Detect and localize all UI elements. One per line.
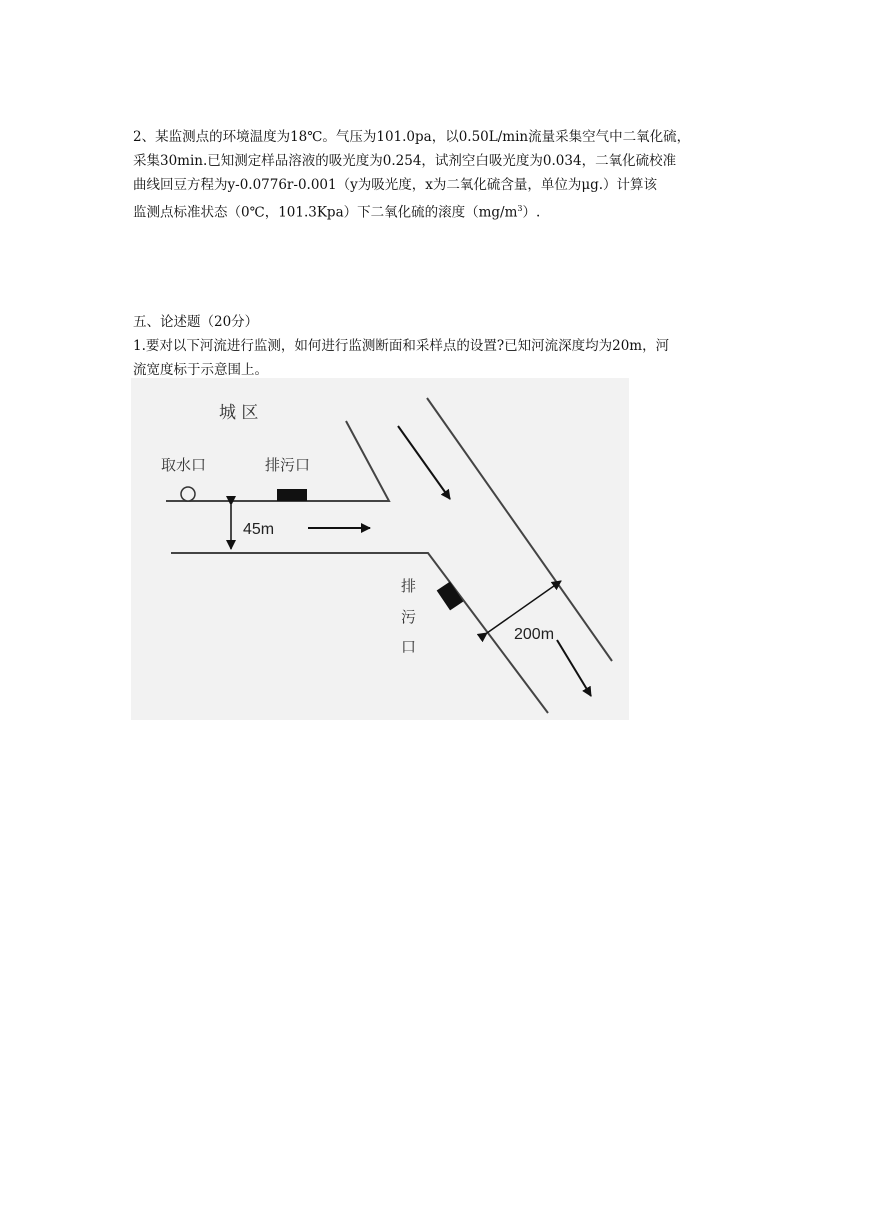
question-2-line-4-text: 监测点标准状态（0℃，101.3Kpa）下二氧化硫的滚度（mg/m [133, 204, 518, 221]
label-outfall-side-char-3: 口 [401, 638, 417, 656]
question-2 [133, 125, 753, 225]
label-outfall-side-char-2: 污 [401, 608, 417, 626]
question-2-line-1: 2、某监测点的环境温度为18℃。气压为101.0pa，以0.50L/min流量采集空气中二氧化硫， [133, 129, 691, 145]
label-width-45m: 45m [243, 521, 275, 538]
question-1-line-1: 1.要对以下河流进行监测，如何进行监测断面和采样点的设置?已知河流深度均为20m，河 [133, 338, 670, 354]
question-1 [133, 334, 753, 382]
water-intake-icon [181, 487, 195, 501]
question-2-line-2: 采集30min.已知测定样品溶液的吸光度为0.254，试剂空白吸光度为0.034，二氧化硫校准 [133, 153, 677, 169]
section-5-heading [133, 310, 753, 334]
question-2-line-4-end: ）. [522, 204, 541, 221]
label-outfall-top: 排污口 [265, 456, 311, 474]
label-outfall-side-char-1: 排 [401, 577, 417, 595]
label-water-intake: 取水口 [161, 456, 207, 474]
outfall-top-icon [277, 489, 307, 501]
section-heading: 五、论述题（20分） [133, 314, 259, 330]
question-2-line-4 [133, 197, 753, 225]
question-2-line-3: 曲线回豆方程为y-0.0776r-0.001（y为吸光度，x为二氧化硫含量，单位为μg.）计算该 [133, 177, 658, 193]
diagram-background [131, 378, 629, 720]
unit-superscript: 3 [517, 204, 523, 213]
river-diagram [131, 378, 629, 720]
label-width-200m: 200m [514, 626, 555, 643]
label-city: 城 区 [219, 403, 259, 423]
question-1-line-2: 流宽度标于示意围上。 [133, 362, 268, 378]
